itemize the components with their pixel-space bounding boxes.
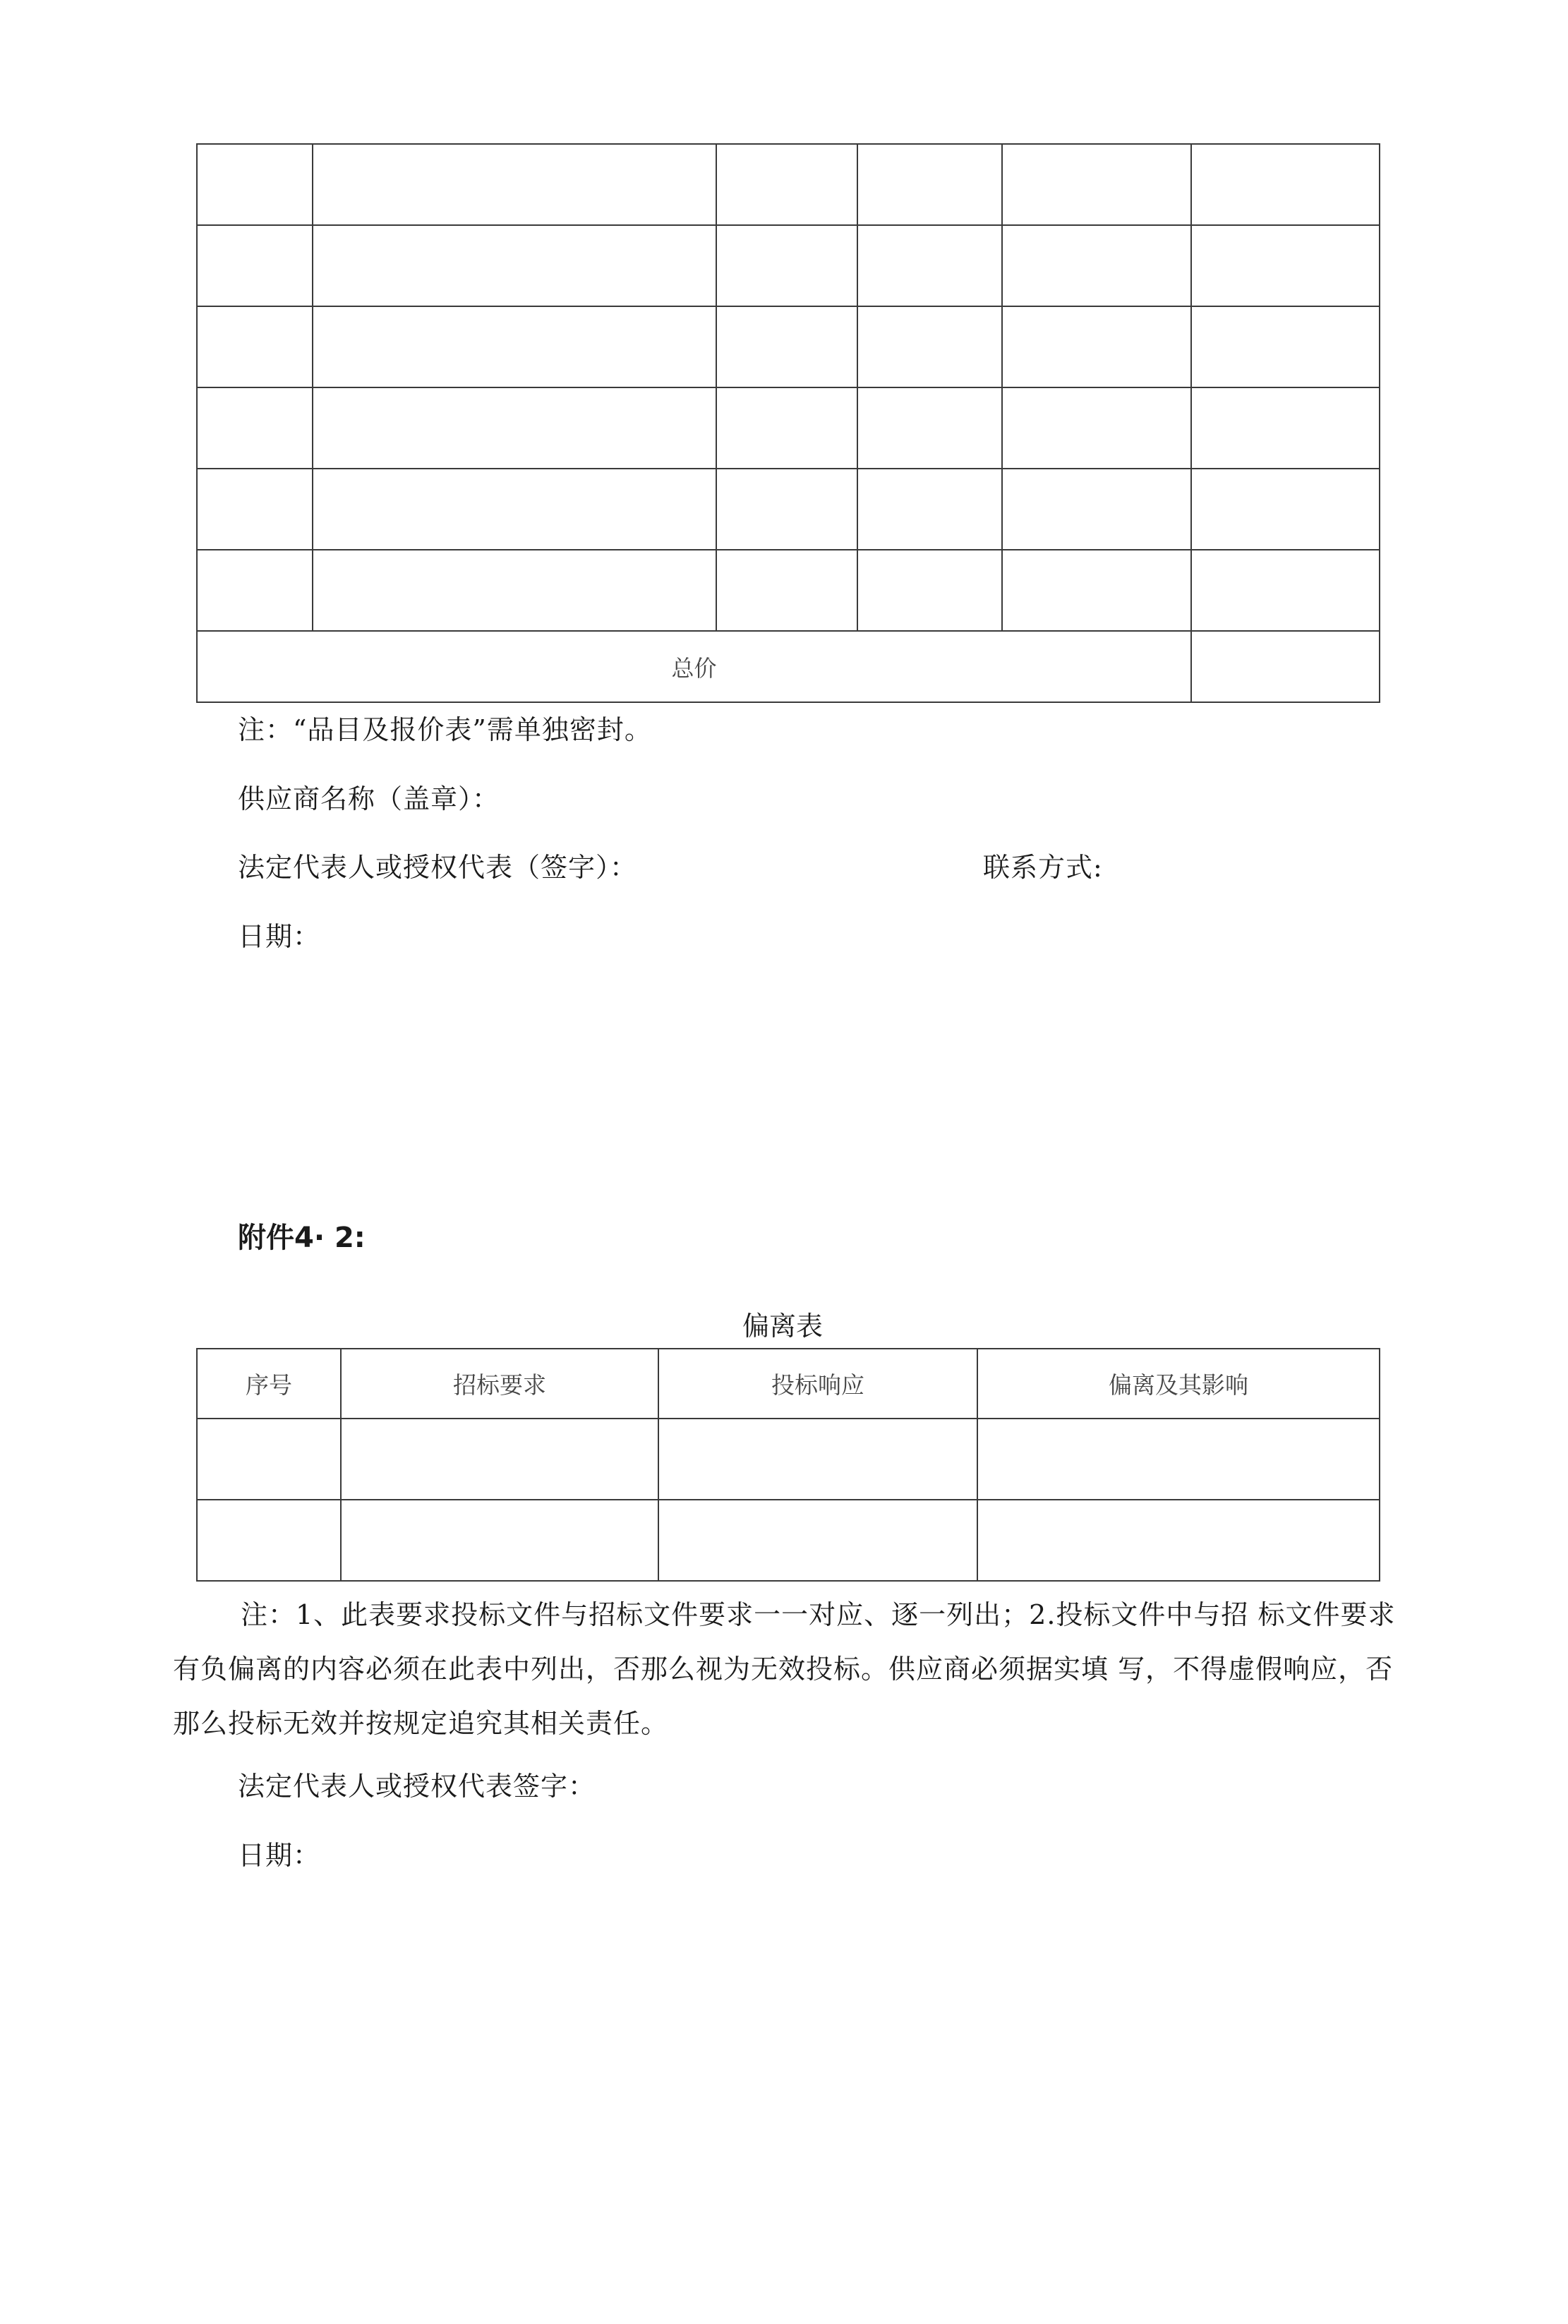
deviation-table-cell[interactable] xyxy=(977,1419,1380,1500)
price-table-cell[interactable] xyxy=(313,387,716,469)
price-table xyxy=(196,143,1380,703)
price-table-cell[interactable] xyxy=(197,144,313,225)
deviation-table-cell[interactable] xyxy=(197,1500,341,1581)
price-table-row xyxy=(197,306,1380,387)
price-note: 注：“品目及报价表”需单独密封。 xyxy=(238,714,652,745)
price-table-cell[interactable] xyxy=(1191,144,1380,225)
price-table-cell[interactable] xyxy=(716,144,857,225)
price-table-cell[interactable] xyxy=(197,550,313,631)
price-table-cell[interactable] xyxy=(857,306,1002,387)
deviation-note: 注：1、此表要求投标文件与招标文件要求一一对应、逐一列出；2.投标文件中与招 标文件要求有负偏离的内容必须在此表中列出，否那么视为无效投标。供应商必须据实填 写，不得虚假响应，否那么投标无效并按规定追究其相关责任。 xyxy=(173,1599,1396,1739)
header-deviation: 偏离及其影响 xyxy=(977,1349,1380,1419)
header-seq: 序号 xyxy=(197,1349,341,1419)
price-table-cell[interactable] xyxy=(313,469,716,550)
deviation-table-cell[interactable] xyxy=(658,1500,977,1581)
date-label-2: 日期： xyxy=(238,1840,321,1871)
price-table-cell[interactable] xyxy=(1191,469,1380,550)
price-table-cell[interactable] xyxy=(1191,306,1380,387)
deviation-table-cell[interactable] xyxy=(977,1500,1380,1581)
price-table-cell[interactable] xyxy=(1191,387,1380,469)
deviation-table-cell[interactable] xyxy=(341,1500,658,1581)
price-table-cell[interactable] xyxy=(857,225,1002,306)
price-table-cell[interactable] xyxy=(313,306,716,387)
price-table-cell[interactable] xyxy=(197,387,313,469)
price-table-cell[interactable] xyxy=(1002,469,1191,550)
header-requirement: 招标要求 xyxy=(341,1349,658,1419)
price-table-cell[interactable] xyxy=(857,550,1002,631)
attachment-heading: 附件4· 2: xyxy=(238,1222,366,1254)
price-table-cell[interactable] xyxy=(1191,225,1380,306)
deviation-table-cell[interactable] xyxy=(658,1419,977,1500)
price-table-row xyxy=(197,550,1380,631)
price-table-cell[interactable] xyxy=(313,144,716,225)
price-table-row xyxy=(197,144,1380,225)
price-table-cell[interactable] xyxy=(716,469,857,550)
deviation-table-row xyxy=(197,1419,1380,1500)
price-table-row xyxy=(197,225,1380,306)
price-table-cell[interactable] xyxy=(313,550,716,631)
deviation-table-cell[interactable] xyxy=(341,1419,658,1500)
total-value-cell[interactable] xyxy=(1191,631,1380,702)
price-table-cell[interactable] xyxy=(857,387,1002,469)
price-table-cell[interactable] xyxy=(197,469,313,550)
rep-sign-label: 法定代表人或授权代表（签字）： xyxy=(238,852,638,883)
rep-sign-label-2: 法定代表人或授权代表签字： xyxy=(238,1771,596,1802)
price-table-cell[interactable] xyxy=(716,550,857,631)
supplier-label: 供应商名称（盖章）： xyxy=(238,783,500,814)
price-table-cell[interactable] xyxy=(1002,550,1191,631)
price-table-cell[interactable] xyxy=(716,225,857,306)
price-table-cell[interactable] xyxy=(716,387,857,469)
header-response: 投标响应 xyxy=(658,1349,977,1419)
deviation-table-row xyxy=(197,1500,1380,1581)
price-table-cell[interactable] xyxy=(1002,144,1191,225)
price-table-cell[interactable] xyxy=(197,225,313,306)
deviation-header-row xyxy=(197,1349,1380,1419)
price-table-cell[interactable] xyxy=(313,225,716,306)
contact-label: 联系方式: xyxy=(983,852,1103,883)
price-table-cell[interactable] xyxy=(857,469,1002,550)
price-table-cell[interactable] xyxy=(197,306,313,387)
total-row xyxy=(197,631,1380,702)
price-table-cell[interactable] xyxy=(716,306,857,387)
price-table-cell[interactable] xyxy=(857,144,1002,225)
price-table-cell[interactable] xyxy=(1191,550,1380,631)
date-label-1: 日期： xyxy=(238,921,321,952)
deviation-table xyxy=(196,1348,1380,1582)
price-table-row xyxy=(197,387,1380,469)
total-label: 总价 xyxy=(197,631,1191,702)
deviation-table-title: 偏离表 xyxy=(742,1311,824,1342)
price-table-cell[interactable] xyxy=(1002,387,1191,469)
price-table-cell[interactable] xyxy=(1002,225,1191,306)
deviation-table-cell[interactable] xyxy=(197,1419,341,1500)
price-table-row xyxy=(197,469,1380,550)
price-table-cell[interactable] xyxy=(1002,306,1191,387)
